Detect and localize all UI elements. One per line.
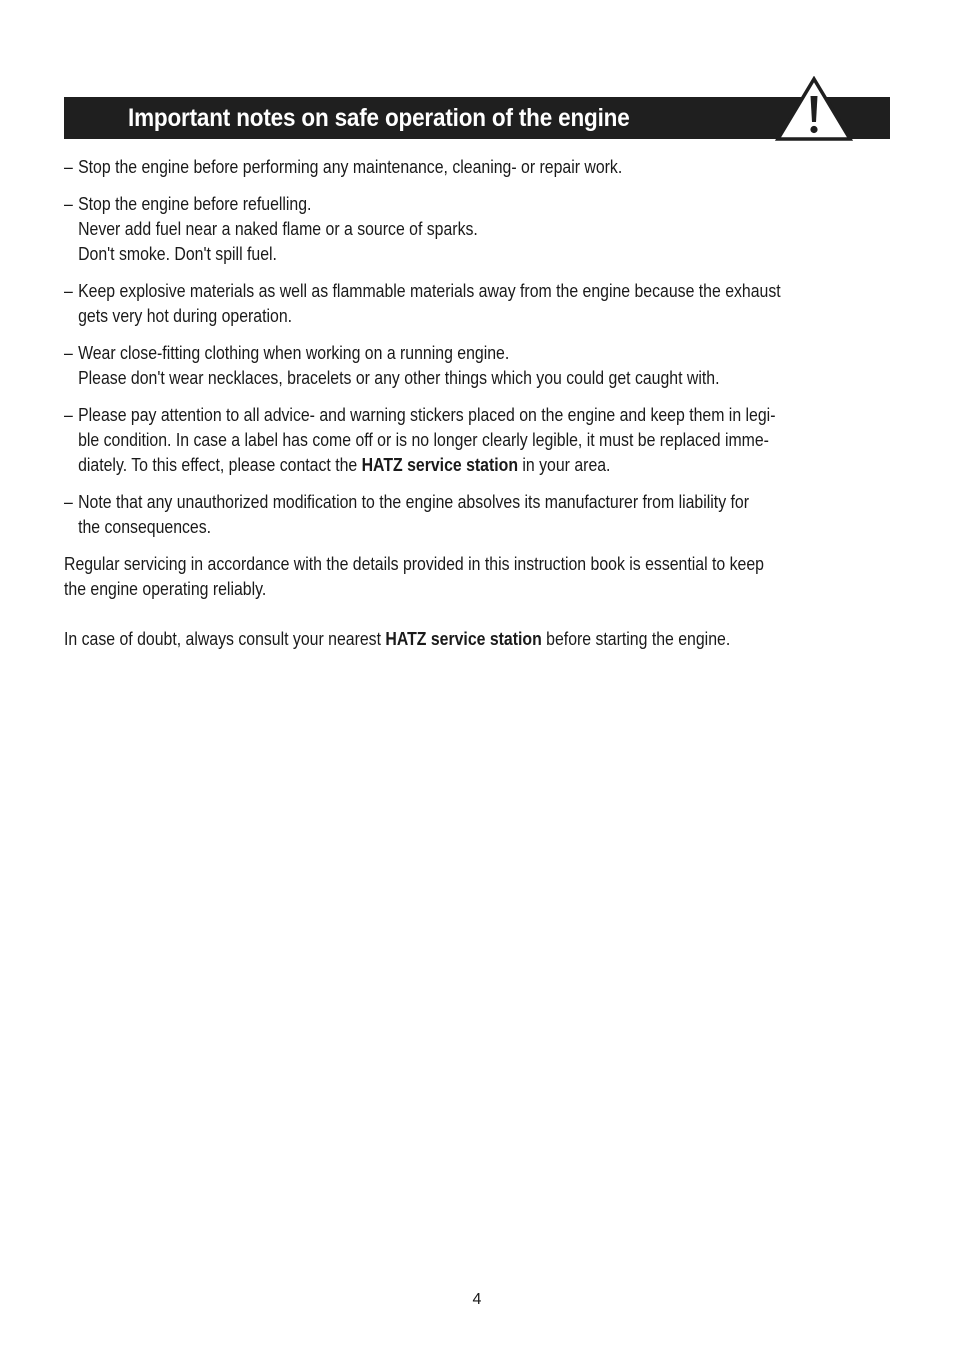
safety-notes-content	[64, 155, 890, 652]
list-item	[64, 490, 890, 540]
list-item-text-part: diately. To this effect, please contact the	[78, 455, 362, 475]
list-item-text: Please don't wear necklaces, bracelets or any other things which you could get caught with.	[78, 368, 720, 388]
list-item	[64, 155, 890, 180]
bullet-dash: –	[64, 343, 73, 363]
paragraph-text-part: before starting the engine.	[541, 629, 731, 649]
list-item-text-part: in your area.	[518, 455, 611, 475]
bullet-dash: –	[64, 492, 73, 512]
paragraph-line	[64, 627, 890, 652]
list-item-text	[78, 453, 890, 478]
list-item-text: Please pay attention to all advice- and warning stickers placed on the engine and keep them in legi-	[78, 405, 776, 425]
bullet-dash: –	[64, 194, 73, 214]
warning-triangle-icon	[775, 76, 853, 142]
list-item-text: gets very hot during operation.	[78, 306, 293, 326]
doubt-paragraph	[64, 627, 890, 652]
page-number: 4	[472, 1291, 482, 1308]
list-item-text: Don't smoke. Don't spill fuel.	[78, 244, 277, 264]
list-item	[64, 341, 890, 391]
paragraph-text-part: In case of doubt, always consult your nearest	[64, 629, 386, 649]
list-item-text: Stop the engine before refuelling.	[78, 194, 312, 214]
list-item-text: Note that any unauthorized modification to the engine absolves its manufacturer from liability for	[78, 492, 750, 512]
list-item-text: Wear close-fitting clothing when working on a running engine.	[78, 343, 510, 363]
bullet-dash: –	[64, 157, 73, 177]
servicing-paragraph	[64, 552, 890, 602]
list-item	[64, 279, 890, 329]
hatz-service-station-emphasis: HATZ service station	[361, 455, 519, 475]
section-title: Important notes on safe operation of the engine	[128, 104, 630, 132]
list-item-text: the consequences.	[78, 517, 212, 537]
section-header-bar	[64, 97, 890, 139]
list-item	[64, 403, 890, 478]
paragraph-line: Regular servicing in accordance with the details provided in this instruction book is essential to keep	[64, 554, 764, 574]
list-item	[64, 192, 890, 267]
list-item-text: ble condition. In case a label has come off or is no longer clearly legible, it must be replaced imme-	[78, 430, 769, 450]
paragraph-line: the engine operating reliably.	[64, 579, 267, 599]
bullet-dash: –	[64, 281, 73, 301]
list-item-text: Stop the engine before performing any maintenance, cleaning- or repair work.	[78, 157, 623, 177]
list-item-text: Keep explosive materials as well as flammable materials away from the engine because the exhaust	[78, 281, 781, 301]
list-item-text: Never add fuel near a naked flame or a source of sparks.	[78, 219, 478, 239]
hatz-service-station-emphasis: HATZ service station	[385, 629, 542, 649]
bullet-dash: –	[64, 405, 73, 425]
